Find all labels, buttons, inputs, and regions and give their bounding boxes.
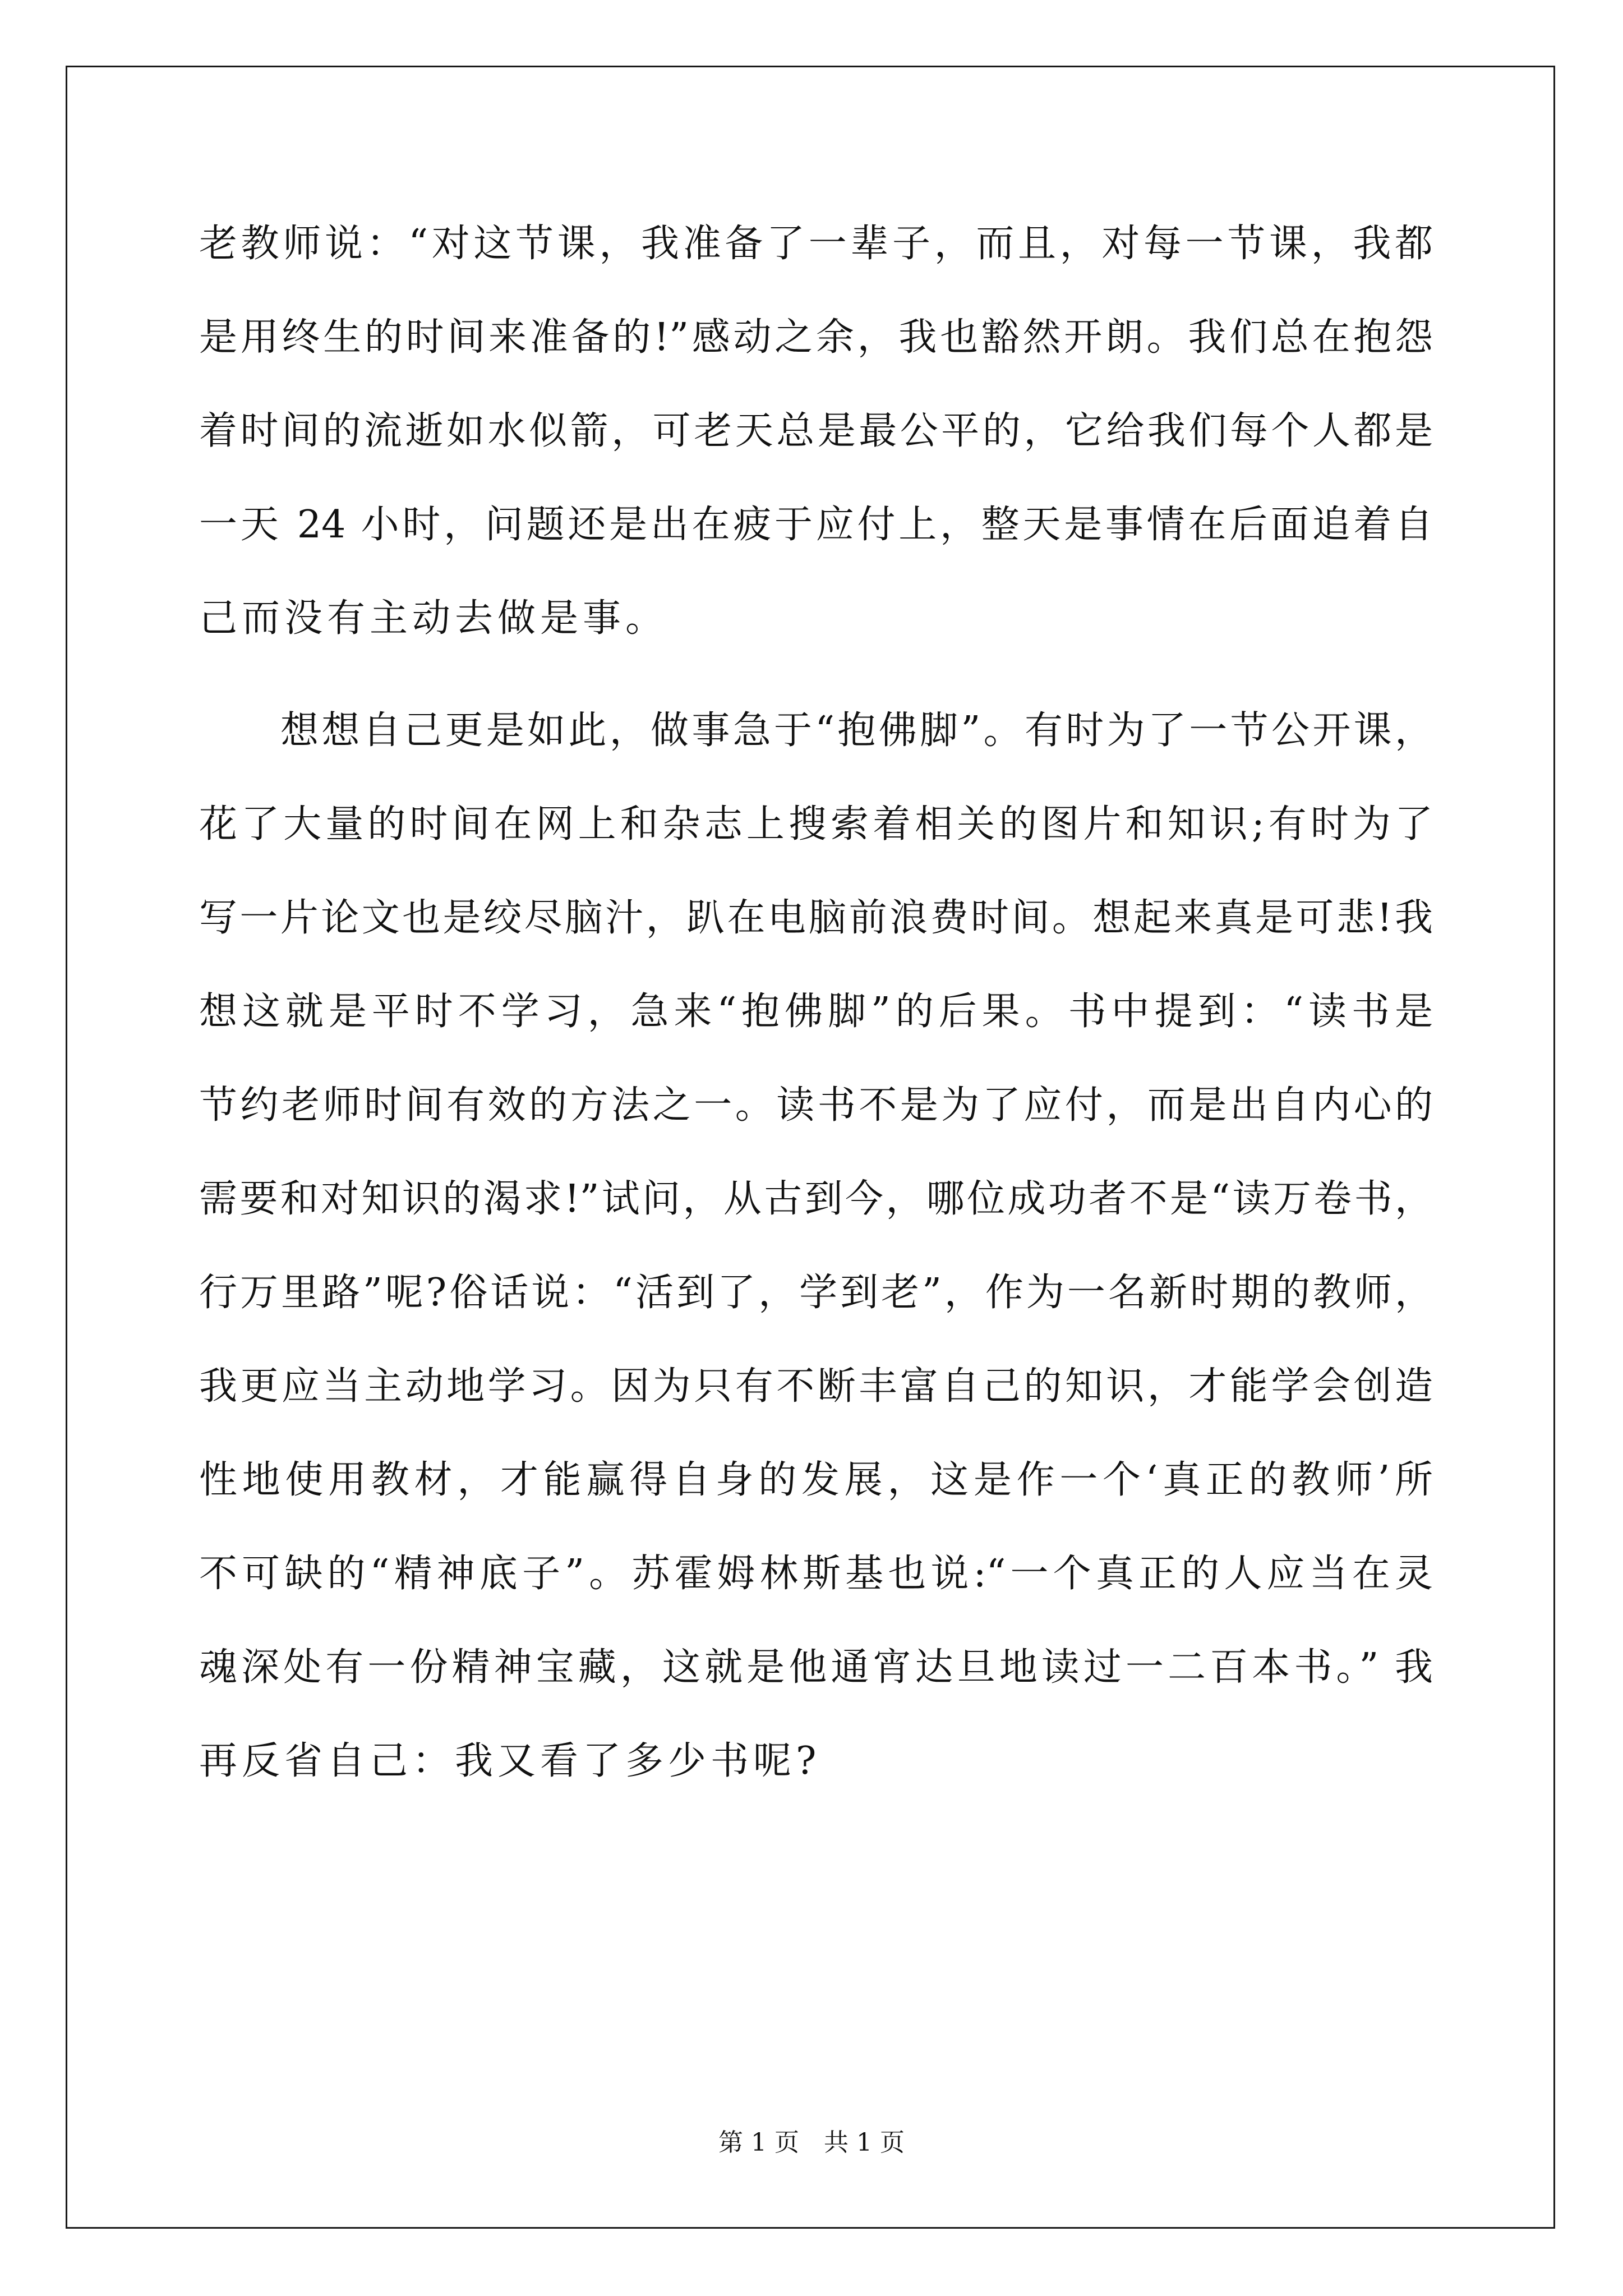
paragraph-line: 想这就是平时不学习，急来“抱佛脚”的后果。书中提到：“读书是: [199, 990, 1433, 1034]
paragraph-line: 着时间的流逝如水似箭，可老天总是最公平的，它给我们每个人都是: [199, 409, 1433, 453]
paragraph-line: 需要和对知识的渴求!”试问，从古到今，哪位成功者不是“读万卷书，: [199, 1177, 1433, 1221]
page-total: 共 1 页: [824, 2128, 905, 2157]
page-border: [66, 66, 1555, 2229]
paragraph-line: 老教师说：“对这节课，我准备了一辈子，而且，对每一节课，我都: [199, 222, 1433, 266]
paragraph-line: 我更应当主动地学习。因为只有不断丰富自己的知识，才能学会创造: [199, 1364, 1433, 1409]
paragraph-line: 一天 24 小时，问题还是出在疲于应付上，整天是事情在后面追着自: [199, 503, 1433, 547]
paragraph-line: 是用终生的时间来准备的!”感动之余，我也豁然开朗。我们总在抱怨: [199, 315, 1433, 360]
paragraph-line: 节约老师时间有效的方法之一。读书不是为了应付，而是出自内心的: [199, 1083, 1433, 1128]
paragraph-line: 花了大量的时间在网上和杂志上搜索着相关的图片和知识;有时为了: [199, 802, 1433, 846]
paragraph-line: 想想自己更是如此，做事急于“抱佛脚”。有时为了一节公开课，: [280, 708, 1433, 753]
paragraph-line: 性地使用教材，才能赢得自身的发展，这是作一个‘真正的教师’所: [199, 1458, 1433, 1502]
page-footer: [0, 2126, 1623, 2160]
paragraph-line: 写一片论文也是绞尽脑汁，趴在电脑前浪费时间。想起来真是可悲!我: [199, 896, 1433, 940]
paragraph-line: 魂深处有一份精神宝藏，这就是他通宵达旦地读过一二百本书。” 我: [199, 1645, 1433, 1690]
paragraph-line: 不可缺的“精神底子”。苏霍姆林斯基也说:“一个真正的人应当在灵: [199, 1552, 1433, 1596]
page-number: 第 1 页: [718, 2128, 799, 2157]
paragraph-line: 己而没有主动去做是事。: [199, 596, 668, 641]
paragraph-line: 再反省自己：我又看了多少书呢?: [199, 1739, 821, 1783]
paragraph-line: 行万里路”呢?俗话说：“活到了，学到老”，作为一名新时期的教师，: [199, 1271, 1433, 1315]
